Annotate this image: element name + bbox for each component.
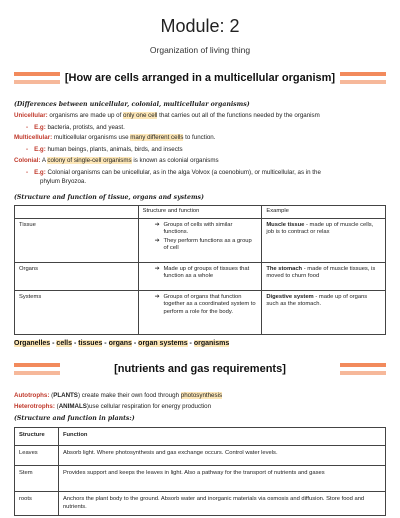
page-subtitle: Organization of living thing bbox=[149, 45, 251, 55]
row-function: Absorb light. Where photosynthesis and gas exchange occurs. Control water levels. bbox=[58, 446, 385, 466]
plant-structure-table bbox=[14, 427, 386, 516]
unicellular-definition: Unicellular: organisms are made up of only one cell that carries out all of the functions needed by the organism bbox=[14, 112, 320, 119]
table-row bbox=[15, 492, 386, 516]
section-banner-nutrients bbox=[14, 362, 386, 380]
row-label: Organs bbox=[15, 262, 139, 290]
banner-title: [nutrients and gas requirements] bbox=[114, 363, 286, 375]
row-function bbox=[138, 290, 262, 334]
colonial-example: - E.g: Colonial organisms can be unicellular, as in the alga Volvox (a coenobium), or multicellular, as in the bbox=[26, 169, 321, 176]
row-example: Digestive system - made up of organs such as the stomach. bbox=[262, 290, 386, 334]
chain-item: cells bbox=[56, 340, 72, 347]
list-item: ➔ Made up of groups of tissues that function as a whole bbox=[154, 265, 250, 279]
list-item: ➔ Groups of cells with similar functions. bbox=[154, 221, 233, 235]
table-row bbox=[15, 218, 386, 262]
colonial-example-cont: phylum Bryozoa. bbox=[40, 178, 87, 185]
organization-chain: Organelles - cells - tissues - organs - organ systems - organisms bbox=[14, 340, 230, 347]
row-label: Stem bbox=[15, 466, 59, 492]
heterotrophs-definition: Heterotrophs: (ANIMALS)use cellular respiration for energy production bbox=[14, 403, 212, 410]
highlight: colony of single-cell organisms bbox=[47, 157, 132, 164]
row-label: Tissue bbox=[15, 218, 139, 262]
term-label: Unicellular: bbox=[14, 112, 48, 119]
section-heading-differences: (Differences between unicellular, colonial, multicellular organisms) bbox=[14, 101, 250, 108]
unicellular-example: - E.g: bacteria, protists, and yeast. bbox=[26, 124, 125, 131]
banner-bar-left-light bbox=[14, 371, 60, 375]
chain-item: organisms bbox=[193, 340, 230, 347]
banner-bar-right bbox=[340, 72, 386, 76]
table-header: Example bbox=[262, 206, 386, 219]
list-item: ➔ They perform functions as a group of cell bbox=[154, 237, 252, 251]
banner-title: [How are cells arranged in a multicellular organism] bbox=[64, 72, 336, 84]
table-header: Structure bbox=[15, 428, 59, 446]
table-header-row bbox=[15, 206, 386, 219]
page-title: Module: 2 bbox=[160, 16, 240, 36]
row-function: Provides support and keeps the leaves in light. Also a pathway for the transport of nutrients and gases bbox=[58, 466, 385, 492]
banner-bar-left bbox=[14, 363, 60, 367]
row-label: Systems bbox=[15, 290, 139, 334]
arrow-icon: ➔ bbox=[154, 237, 160, 244]
table-header bbox=[15, 206, 139, 219]
chain-item: organ systems bbox=[138, 340, 188, 347]
autotrophs-definition: Autotrophs: (PLANTS) create make their own food through photosynthesis bbox=[14, 392, 223, 399]
table-row bbox=[15, 466, 386, 492]
term-label: Colonial: bbox=[14, 157, 41, 164]
banner-bar-left-light bbox=[14, 80, 60, 84]
highlight: only one cell bbox=[123, 112, 158, 119]
row-example: Muscle tissue - made up of muscle cells, job is to contract or relax bbox=[262, 218, 386, 262]
term-label: Heterotrophs: bbox=[14, 403, 55, 410]
table-header-row bbox=[15, 428, 386, 446]
table-header: Function bbox=[58, 428, 385, 446]
table-header: Structure and function bbox=[138, 206, 262, 219]
row-function bbox=[138, 218, 262, 262]
row-function: Anchors the plant body to the ground. Absorb water and inorganic materials via osmosis and diffusion. Store food and nutrients. bbox=[58, 492, 385, 516]
arrow-icon: ➔ bbox=[154, 293, 160, 300]
row-label: Leaves bbox=[15, 446, 59, 466]
table-row bbox=[15, 446, 386, 466]
banner-bar-right-light bbox=[340, 80, 386, 84]
row-label: roots bbox=[15, 492, 59, 516]
banner-bar-right-light bbox=[340, 371, 386, 375]
table-row bbox=[15, 262, 386, 290]
highlight: many different cells bbox=[130, 134, 184, 141]
highlight: photosynthesis bbox=[180, 392, 223, 399]
banner-bar-left bbox=[14, 72, 60, 76]
arrow-icon: ➔ bbox=[154, 265, 160, 272]
chain-item: tissues bbox=[78, 340, 103, 347]
colonial-definition: Colonial: A colony of single-cell organisms is known as colonial organisms bbox=[14, 157, 219, 164]
term-label: Autotrophs: bbox=[14, 392, 50, 399]
arrow-icon: ➔ bbox=[154, 221, 160, 228]
section-heading-plants: (Structure and function in plants:) bbox=[14, 415, 135, 422]
chain-item: organs bbox=[108, 340, 132, 347]
tissue-organ-system-table bbox=[14, 205, 386, 335]
section-banner-cells bbox=[14, 71, 386, 89]
banner-bar-right bbox=[340, 363, 386, 367]
multicellular-definition: Multicellular: multicellular organisms use many different cells to function. bbox=[14, 134, 216, 141]
term-label: Multicellular: bbox=[14, 134, 53, 141]
table-row bbox=[15, 290, 386, 334]
row-function bbox=[138, 262, 262, 290]
row-example: The stomach - made of muscle tissues, is moved to churn food bbox=[262, 262, 386, 290]
list-item: ➔ Groups of organs that function together as a coordinated system to perform a role for the body. bbox=[154, 293, 256, 315]
multicellular-example: - E.g: human beings, plants, animals, birds, and insects bbox=[26, 146, 183, 153]
section-heading-structure: (Structure and function of tissue, organs and systems) bbox=[14, 194, 204, 201]
chain-item: Organelles bbox=[14, 340, 51, 347]
